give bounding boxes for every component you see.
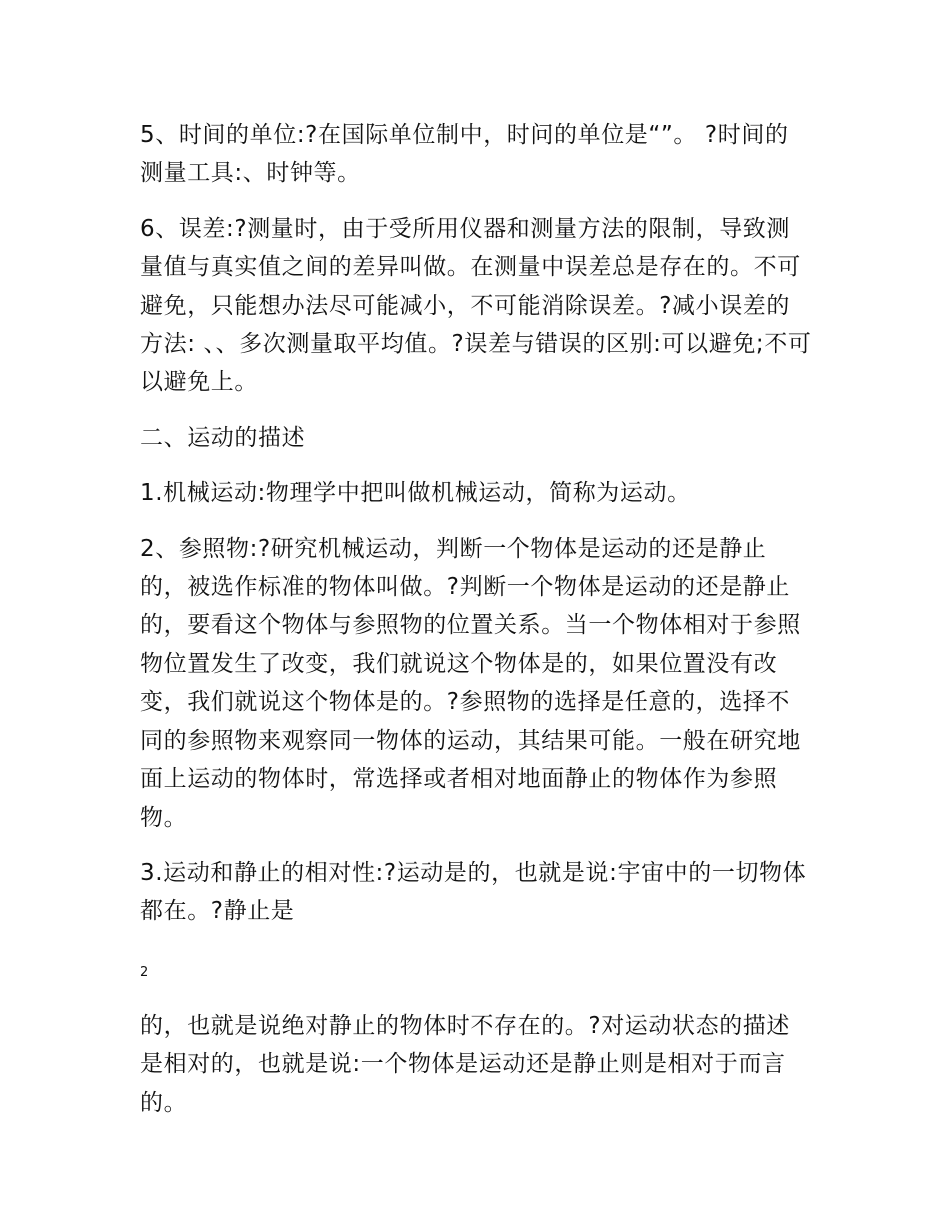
document-body — [140, 116, 812, 948]
paragraph-time-units: 5、时间的单位:?在国际单位制中，时问的单位是“”。 ?时间的测量工具:、时钟等。 — [140, 122, 789, 187]
paragraph-mechanical-motion: 1.机械运动:物理学中把叫做机械运动，简称为运动。 — [140, 480, 691, 507]
page-number: 2 — [140, 965, 149, 980]
paragraph-reference-object: 2、参照物:?研究机械运动，判断一个物体是运动的还是静止的，被选作标准的物体叫做。?判断一个物体是运动的还是静止的，要看这个物体与参照物的位置关系。当一个物体相对于参照物位置发生了改变，我们就说这个物体是的，如果位置没有改变，我们就说这个物体是的。?参照物的选择是任意的，选择不同的参照物来观察同一物体的运动，其结果可能。一般在研究地面上运动的物体时，常选择或者相对地面静止的物体作为参照物。 — [140, 535, 801, 831]
section-heading-motion: 二、运动的描述 — [140, 424, 306, 451]
next-page-body — [140, 1007, 812, 1139]
paragraph-error: 6、误差:?测量时，由于受所用仪器和测量方法的限制，导致测量值与真实值之间的差异叫做。在测量中误差总是存在的。不可避免，只能想办法尽可能减小，不可能消除误差。?减小误差的方法: 、、多次测量取平均值。?误差与错误的区别:可以避免;不可以避免上。 — [140, 215, 812, 396]
paragraph-relativity: 3.运动和静止的相对性:?运动是的，也就是说:宇宙中的一切物体都在。?静止是 — [140, 859, 807, 925]
paragraph-continuation: 的，也就是说绝对静止的物体时不存在的。?对运动状态的描述是相对的，也就是说:一个物体是运动还是静止则是相对于而言的。 — [140, 1013, 791, 1116]
